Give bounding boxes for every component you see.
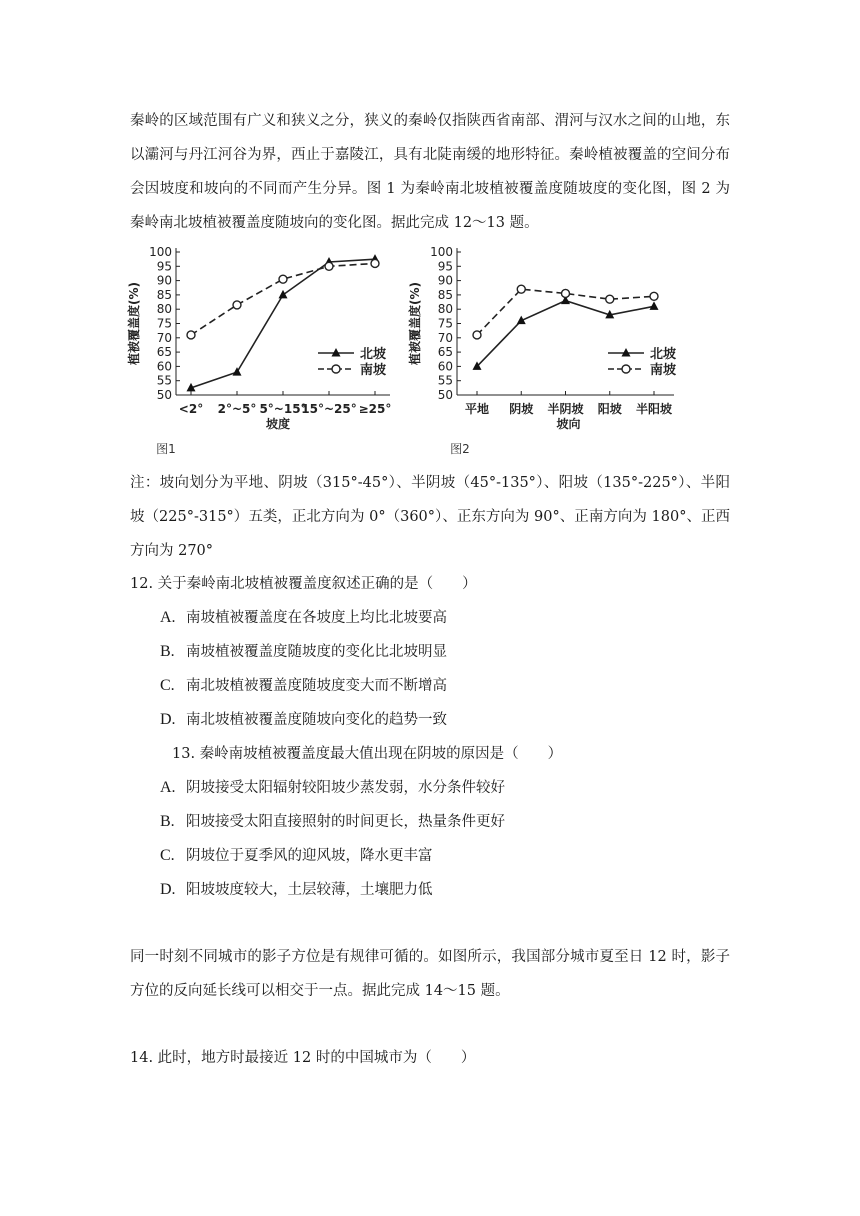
data-point-south [325,262,333,270]
option-text: 阳坡接受太阳直接照射的时间更长，热量条件更好 [186,814,505,830]
legend-label: 南坡 [360,363,387,378]
data-point-south [187,331,195,339]
y-tick-label: 90 [437,273,453,288]
series-line-north [477,301,654,367]
intro-paragraph-qinling: 秦岭的区域范围有广义和狭义之分，狭义的秦岭仅指陕西省南部、渭河与汉水之间的山地，东以灞河与丹江河谷为界，西止于嘉陵江，具有北陡南缓的地形特征。秦岭植被覆盖的空间分布会因坡度和坡向的不同而产生分异。图 1 为秦岭南北坡植被覆盖度随坡度的变化图，图 2 为秦岭南北坡植被覆盖度随坡向的变化图。据此完成 12～13 题。 [130,113,730,231]
option-letter: B. [160,813,175,830]
question-14-stem: 14. 此时，地方时最接近 12 时的中国城市为（ ） [130,1050,476,1066]
option-text: 阴坡位于夏季风的迎风坡，降水更丰富 [186,848,433,864]
q13-option-c[interactable] [160,844,433,865]
y-tick-label: 80 [437,302,453,317]
x-tick-label: ≥25° [358,402,392,416]
y-tick-label: 85 [156,287,172,302]
legend-label: 北坡 [360,347,387,362]
data-point-south [650,292,658,300]
y-tick-label: 55 [156,373,172,388]
x-tick-label: 阳坡 [597,402,622,416]
legend-label: 北坡 [650,347,677,362]
y-tick-label: 50 [156,388,172,402]
data-point-south [562,289,570,297]
q13-option-a[interactable] [160,776,505,797]
y-tick-label: 90 [156,273,172,288]
x-tick-label: <2° [178,402,204,416]
x-tick-label: 15°~25° [301,402,357,416]
question-13-stem: 13. 秦岭南坡植被覆盖度最大值出现在阴坡的原因是（ ） [172,746,563,762]
legend-label: 南坡 [650,363,677,378]
data-point-south [279,275,287,283]
data-point-south [606,295,614,303]
option-text: 南北坡植被覆盖度随坡向变化的趋势一致 [186,712,447,728]
y-tick-label: 95 [156,259,172,274]
figure-caption: 图2 [450,442,470,456]
option-text: 南北坡植被覆盖度随坡度变大而不断增高 [186,678,447,694]
option-text: 阴坡接受太阳辐射较阳坡少蒸发弱，水分条件较好 [186,780,505,796]
x-tick-label: 2°~5° [217,402,257,416]
y-tick-label: 60 [156,359,172,374]
y-tick-label: 50 [437,388,453,402]
x-axis-label: 坡度 [265,417,291,431]
x-tick-label: 半阳坡 [635,402,673,416]
option-letter: D. [160,881,176,898]
q12-option-a[interactable] [160,606,447,627]
y-axis-label: 植被覆盖度(%) [127,282,141,365]
y-axis-label: 植被覆盖度(%) [408,282,422,365]
data-point-south [233,301,241,309]
option-text: 阳坡坡度较大，土层较薄，土壤肥力低 [186,882,433,898]
series-line-south [191,263,375,335]
y-tick-label: 95 [437,259,453,274]
q13-option-b[interactable] [160,810,505,831]
data-point-south [371,259,379,267]
option-letter: A. [160,609,176,626]
option-letter: D. [160,711,176,728]
q12-option-d[interactable] [160,708,447,729]
x-axis-label: 坡向 [556,417,581,431]
option-letter: B. [160,643,175,660]
y-tick-label: 100 [430,245,453,259]
chart-slope-gradient [120,240,400,462]
y-tick-label: 60 [437,359,453,374]
option-letter: C. [160,677,175,694]
x-tick-label: 阴坡 [509,402,534,416]
option-text: 南坡植被覆盖度随坡度的变化比北坡明显 [186,644,447,660]
data-point-north [650,301,659,310]
x-tick-label: 5°~15° [259,402,307,416]
y-tick-label: 100 [149,245,172,259]
q12-option-c[interactable] [160,674,447,695]
option-letter: A. [160,779,176,796]
y-tick-label: 55 [437,373,453,388]
y-tick-label: 85 [437,287,453,302]
y-tick-label: 65 [156,345,172,360]
q12-option-b[interactable] [160,640,447,661]
legend-marker [622,365,630,373]
data-point-south [473,331,481,339]
y-tick-label: 75 [437,316,453,331]
x-tick-label: 半阴坡 [547,402,584,416]
y-tick-label: 65 [437,345,453,360]
data-point-north [279,290,288,299]
chart-slope-aspect [400,240,685,462]
question-12-stem: 12. 关于秦岭南北坡植被覆盖度叙述正确的是（ ） [130,576,477,592]
legend-marker [332,365,340,373]
x-tick-label: 平地 [464,402,490,416]
option-text: 南坡植被覆盖度在各坡度上均比北坡要高 [186,610,447,626]
q13-option-d[interactable] [160,878,433,899]
y-tick-label: 70 [156,330,172,345]
y-tick-label: 80 [156,302,172,317]
aspect-note: 注：坡向划分为平地、阴坡（315°-45°）、半阴坡（45°-135°）、阳坡（135°-225°）、半阳坡（225°-315°）五类，正北方向为 0°（360°）、正东方向为 90°、正南方向为 180°、正西方向为 270° [130,475,730,559]
y-tick-label: 75 [156,316,172,331]
option-letter: C. [160,847,175,864]
data-point-south [517,285,525,293]
intro-paragraph-shadow: 同一时刻不同城市的影子方位是有规律可循的。如图所示，我国部分城市夏至日 12 时，影子方位的反向延长线可以相交于一点。据此完成 14～15 题。 [130,949,730,999]
y-tick-label: 70 [437,330,453,345]
figure-caption: 图1 [156,442,176,456]
